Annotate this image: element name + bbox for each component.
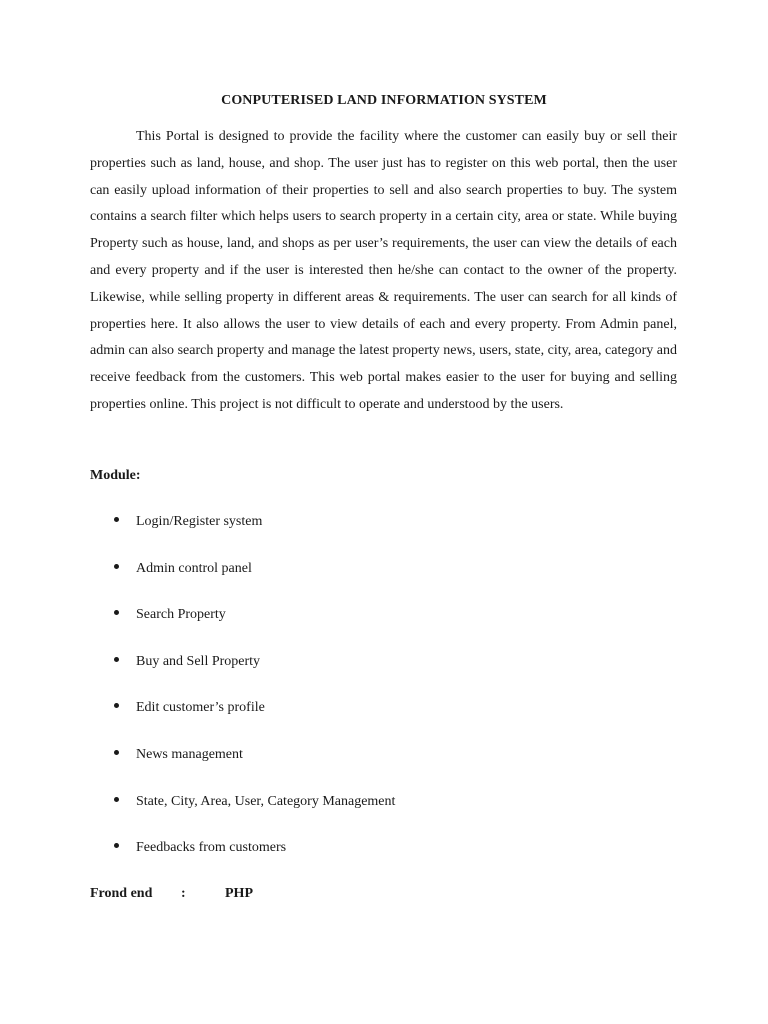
bullet-icon — [114, 657, 119, 662]
bullet-icon — [114, 750, 119, 755]
bullet-icon — [114, 703, 119, 708]
module-item-label: Edit customer’s profile — [136, 700, 265, 716]
module-item-label: Search Property — [136, 607, 226, 623]
module-item-label: State, City, Area, User, Category Management — [136, 793, 396, 809]
frontend-separator: : — [181, 886, 186, 901]
document-title: CONPUTERISED LAND INFORMATION SYSTEM — [221, 93, 547, 108]
module-item-label: News management — [136, 746, 243, 762]
module-item-label: Admin control panel — [136, 560, 252, 576]
bullet-icon — [114, 610, 119, 615]
bullet-icon — [114, 843, 119, 848]
bullet-icon — [114, 517, 119, 522]
frontend-row — [90, 886, 390, 906]
description-paragraph: This Portal is designed to provide the facility where the customer can easily buy or sell their properties such as land, house, and shop. The user just has to register on this web portal, then the user can easily upload information of their properties to sell and also search properties to buy. The system contains a search filter which helps users to search property in a certain city, area or state. While buying Property such as house, land, and shops as per user’s requirements, the user can view the details of each and every property and if the user is interested then he/she can contact to the owner of the property. Likewise, while selling property in different areas & requirements. The user can search for all kinds of properties here. It also allows the user to view details of each and every property. From Admin panel, admin can also search property and manage the latest property news, users, state, city, area, category and receive feedback from the customers. This web portal makes easier to the user for buying and selling properties online. This project is not difficult to operate and understood by the users. — [90, 129, 677, 412]
frontend-label: Frond end — [90, 886, 153, 901]
module-item-label: Login/Register system — [136, 514, 263, 529]
bullet-icon — [114, 564, 119, 569]
module-item-label: Feedbacks from customers — [136, 840, 287, 856]
bullet-icon — [114, 797, 119, 802]
frontend-value: PHP — [225, 886, 253, 901]
module-heading: Module: — [90, 468, 141, 483]
module-item-label: Buy and Sell Property — [136, 653, 261, 669]
